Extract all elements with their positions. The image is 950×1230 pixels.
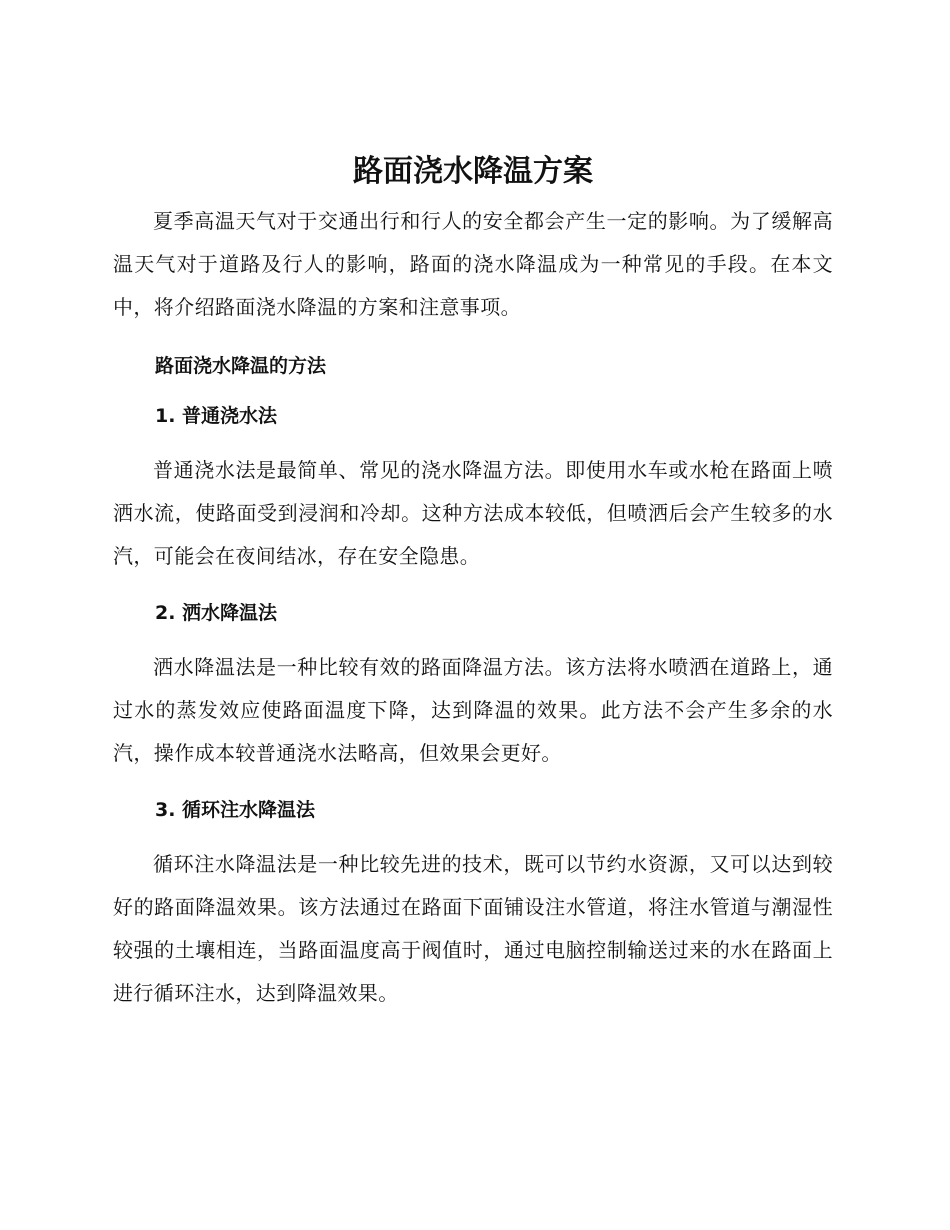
spacer (113, 775, 833, 795)
spacer (113, 578, 833, 598)
method-3-heading: 3. 循环注水降温法 (155, 799, 316, 821)
method-1-heading: 1. 普通浇水法 (155, 405, 278, 427)
method-2-heading: 2. 洒水降温法 (155, 602, 278, 624)
section-heading: 路面浇水降温的方法 (155, 355, 327, 377)
method-2-paragraph: 洒水降温法是一种比较有效的路面降温方法。该方法将水喷洒在道路上，通过水的蒸发效应使路面温度下降，达到降温的效果。此方法不会产生多余的水汽，操作成本较普通浇水法略高，但效果会更好。 (113, 655, 833, 765)
method-1-paragraph: 普通浇水法是最简单、常见的浇水降温方法。即使用水车或水枪在路面上喷洒水流，使路面受到浸润和冷却。这种方法成本较低，但喷洒后会产生较多的水汽，可能会在夜间结冰，存在安全隐患。 (113, 458, 833, 568)
intro-paragraph: 夏季高温天气对于交通出行和行人的安全都会产生一定的影响。为了缓解高温天气对于道路及行人的影响，路面的浇水降温成为一种常见的手段。在本文中，将介绍路面浇水降温的方案和注意事项。 (113, 209, 833, 319)
document-page (113, 150, 833, 1015)
method-3-paragraph: 循环注水降温法是一种比较先进的技术，既可以节约水资源，又可以达到较好的路面降温效果。该方法通过在路面下面铺设注水管道，将注水管道与潮湿性较强的土壤相连，当路面温度高于阀值时，通过电脑控制输送过来的水在路面上进行循环注水，达到降温效果。 (113, 852, 833, 1005)
document-title: 路面浇水降温方案 (353, 154, 593, 189)
